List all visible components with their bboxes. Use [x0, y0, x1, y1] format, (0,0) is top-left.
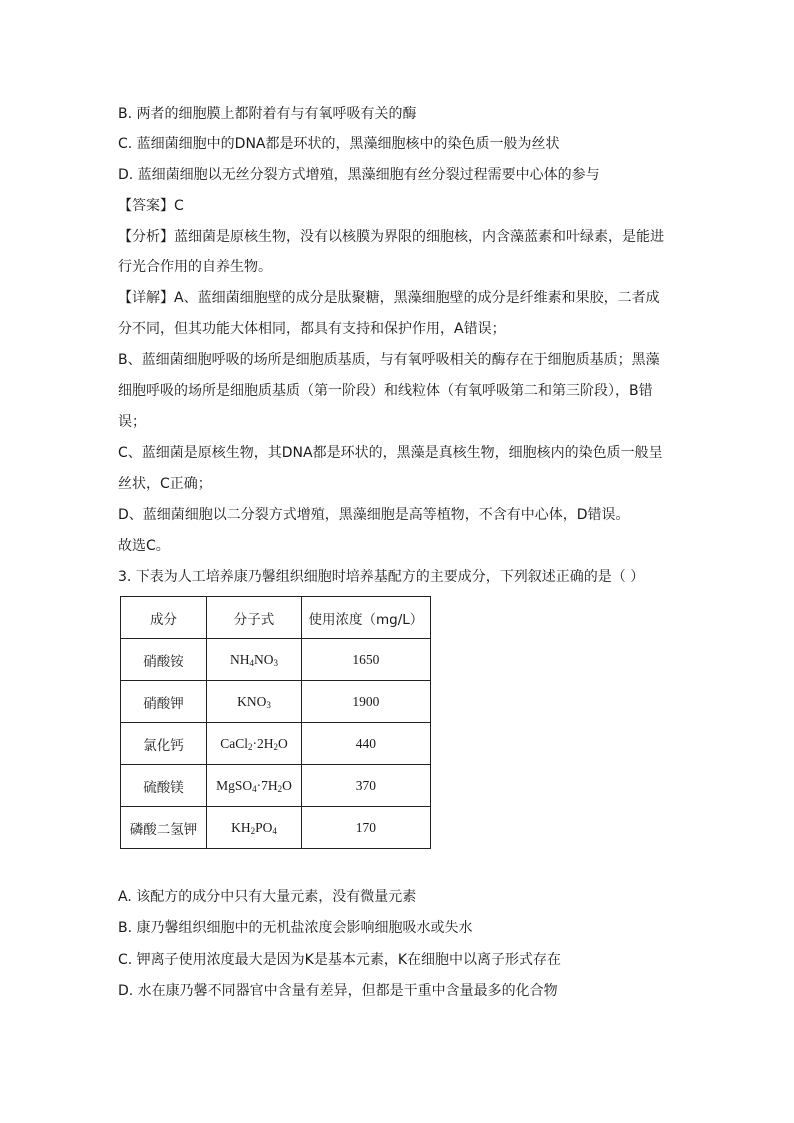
table-row: [121, 807, 431, 849]
header-concentration: 使用浓度（mg/L）: [301, 597, 430, 639]
text-line: D、蓝细菌细胞以二分裂方式增殖，黑藻细胞是高等植物，不含有中心体，D错误。: [118, 507, 630, 523]
text-line: 3. 下表为人工培养康乃馨组织细胞时培养基配方的主要成分，下列叙述正确的是（ ）: [118, 569, 645, 585]
row-name: 硝酸铵: [121, 639, 207, 681]
medium-formula-table: [120, 596, 431, 849]
table-row: [121, 639, 431, 681]
row-value: 1650: [301, 639, 430, 681]
text-line: B. 两者的细胞膜上都附着有与有氧呼吸有关的酶: [118, 106, 417, 122]
text-line: 【分析】蓝细菌是原核生物，没有以核膜为界限的细胞核，内含藻蓝素和叶绿素，是能进: [118, 229, 664, 245]
row-formula: $MgSO_4\cdot 7H_2O$: [207, 765, 302, 807]
row-name: 氯化钙: [121, 723, 207, 765]
text-line: 细胞呼吸的场所是细胞质基质（第一阶段）和线粒体（有氧呼吸第二和第三阶段），B错: [118, 383, 653, 399]
text-line: 丝状，C正确；: [118, 476, 212, 492]
row-formula: $CaCl_2\cdot 2H_2O$: [207, 723, 302, 765]
row-name: 硝酸钾: [121, 681, 207, 723]
option-line: D. 水在康乃馨不同器官中含量有差异，但都是干重中含量最多的化合物: [118, 983, 558, 999]
header-component: 成分: [121, 597, 207, 639]
text-line: 行光合作用的自养生物。: [118, 259, 272, 275]
row-name: 硫酸镁: [121, 765, 207, 807]
header-formula: 分子式: [207, 597, 302, 639]
table-row: [121, 765, 431, 807]
table-row: [121, 681, 431, 723]
row-value: 370: [301, 765, 430, 807]
row-name: 磷酸二氢钾: [121, 807, 207, 849]
option-line: B. 康乃馨组织细胞中的无机盐浓度会影响细胞吸水或失水: [118, 920, 473, 936]
text-line: 故选C。: [118, 538, 170, 554]
text-line: 误；: [118, 414, 146, 430]
text-line: 【答案】C: [118, 198, 184, 214]
text-line: 分不同，但其功能大体相同，都具有支持和保护作用，A错误；: [118, 321, 506, 337]
table-row: [121, 723, 431, 765]
text-line: C. 蓝细菌细胞中的DNA都是环状的，黑藻细胞核中的染色质一般为丝状: [118, 136, 560, 152]
text-line: D. 蓝细菌细胞以无丝分裂方式增殖，黑藻细胞有丝分裂过程需要中心体的参与: [118, 167, 600, 183]
row-value: 170: [301, 807, 430, 849]
row-formula: $NH_4NO_3$: [207, 639, 302, 681]
row-formula: $KH_2PO_4$: [207, 807, 302, 849]
option-line: C. 钾离子使用浓度最大是因为K是基本元素，K在细胞中以离子形式存在: [118, 952, 562, 968]
table-header-row: [121, 597, 431, 639]
text-line: B、蓝细菌细胞呼吸的场所是细胞质基质，与有氧呼吸相关的酶存在于细胞质基质；黑藻: [118, 352, 660, 368]
option-line: A. 该配方的成分中只有大量元素，没有微量元素: [118, 889, 417, 905]
text-line: C、蓝细菌是原核生物，其DNA都是环状的，黑藻是真核生物，细胞核内的染色质一般呈: [118, 445, 663, 461]
row-formula: $KNO_3$: [207, 681, 302, 723]
text-line: 【详解】A、蓝细菌细胞壁的成分是肽聚糖，黑藻细胞壁的成分是纤维素和果胶，二者成: [118, 290, 660, 306]
row-value: 1900: [301, 681, 430, 723]
row-value: 440: [301, 723, 430, 765]
